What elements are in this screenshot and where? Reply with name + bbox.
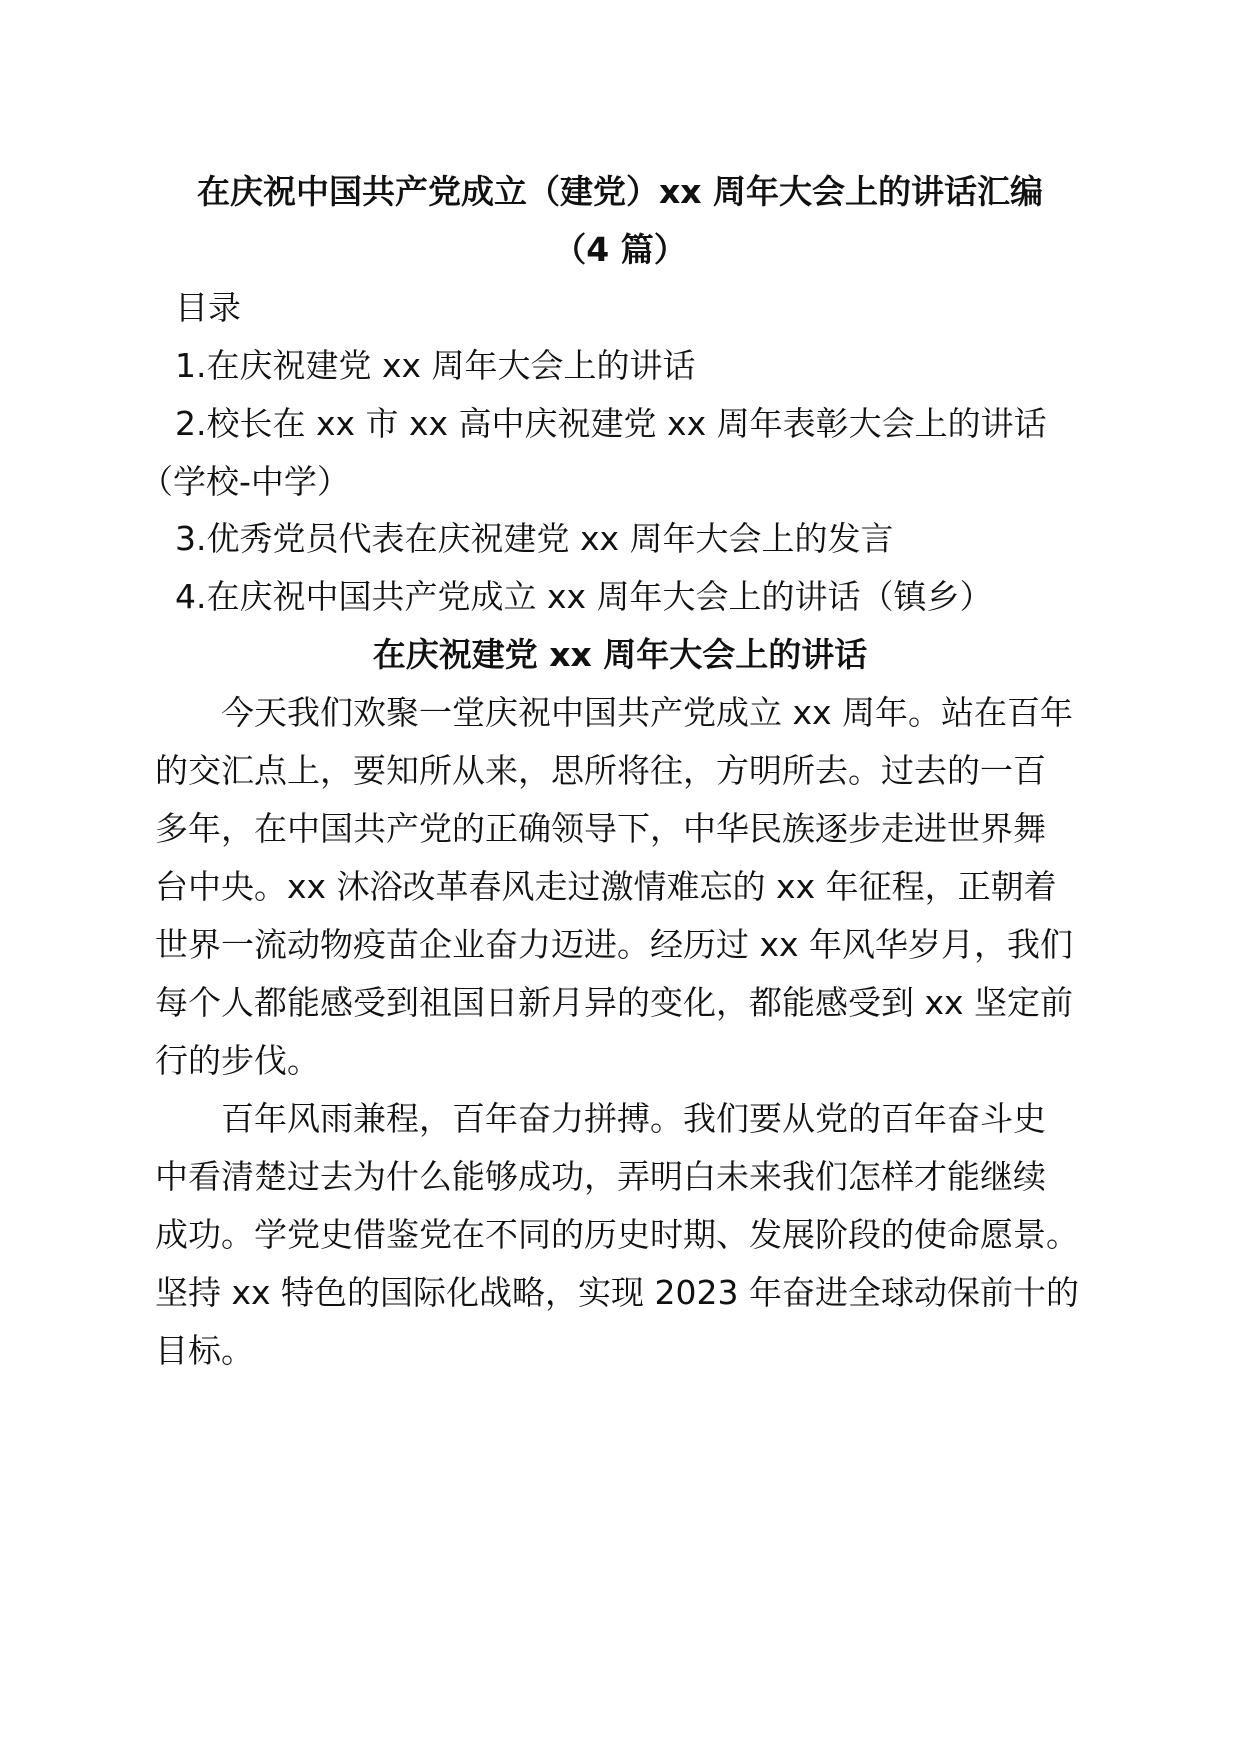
paragraph-2-line-1: 百年风雨兼程，百年奋力拼搏。我们要从党的百年奋斗史	[155, 1099, 1046, 1138]
paragraph-1-line-5: 世界一流动物疫苗企业奋力迈进。经历过 xx 年风华岁月，我们	[155, 925, 1074, 964]
paragraph-1-line-3: 多年，在中国共产党的正确领导下，中华民族逐步走进世界舞	[155, 809, 1046, 848]
paragraph-1-line-1: 今天我们欢聚一堂庆祝中国共产党成立 xx 周年。站在百年	[155, 693, 1074, 732]
toc-item-2-continuation: （学校-中学）	[140, 462, 350, 501]
toc-item-3: 3.优秀党员代表在庆祝建党 xx 周年大会上的发言	[175, 519, 894, 558]
paragraph-1-line-6: 每个人都能感受到祖国日新月异的变化，都能感受到 xx 坚定前	[155, 983, 1074, 1022]
document-title-line-1: 在庆祝中国共产党成立（建党）xx 周年大会上的讲话汇编	[196, 172, 1044, 211]
paragraph-2-line-4: 坚持 xx 特色的国际化战略，实现 2023 年奋进全球动保前十的	[155, 1273, 1079, 1312]
document-title-line-2: （4 篇）	[553, 230, 687, 269]
paragraph-1-line-2: 的交汇点上，要知所从来，思所将往，方明所去。过去的一百	[155, 751, 1046, 790]
paragraph-2-line-3: 成功。学党史借鉴党在不同的历史时期、发展阶段的使命愿景。	[155, 1215, 1079, 1254]
toc-item-4: 4.在庆祝中国共产党成立 xx 周年大会上的讲话（镇乡）	[175, 577, 993, 616]
paragraph-2-line-2: 中看清楚过去为什么能够成功，弄明白未来我们怎样才能继续	[155, 1157, 1046, 1196]
paragraph-1-line-7: 行的步伐。	[155, 1041, 320, 1080]
toc-item-1: 1.在庆祝建党 xx 周年大会上的讲话	[175, 346, 696, 385]
section-title: 在庆祝建党 xx 周年大会上的讲话	[372, 635, 868, 674]
toc-heading: 目录	[175, 288, 241, 327]
toc-item-2: 2.校长在 xx 市 xx 高中庆祝建党 xx 周年表彰大会上的讲话	[175, 404, 1047, 443]
paragraph-2-line-5: 目标。	[155, 1331, 254, 1370]
paragraph-1-line-4: 台中央。xx 沐浴改革春风走过激情难忘的 xx 年征程，正朝着	[155, 867, 1057, 906]
